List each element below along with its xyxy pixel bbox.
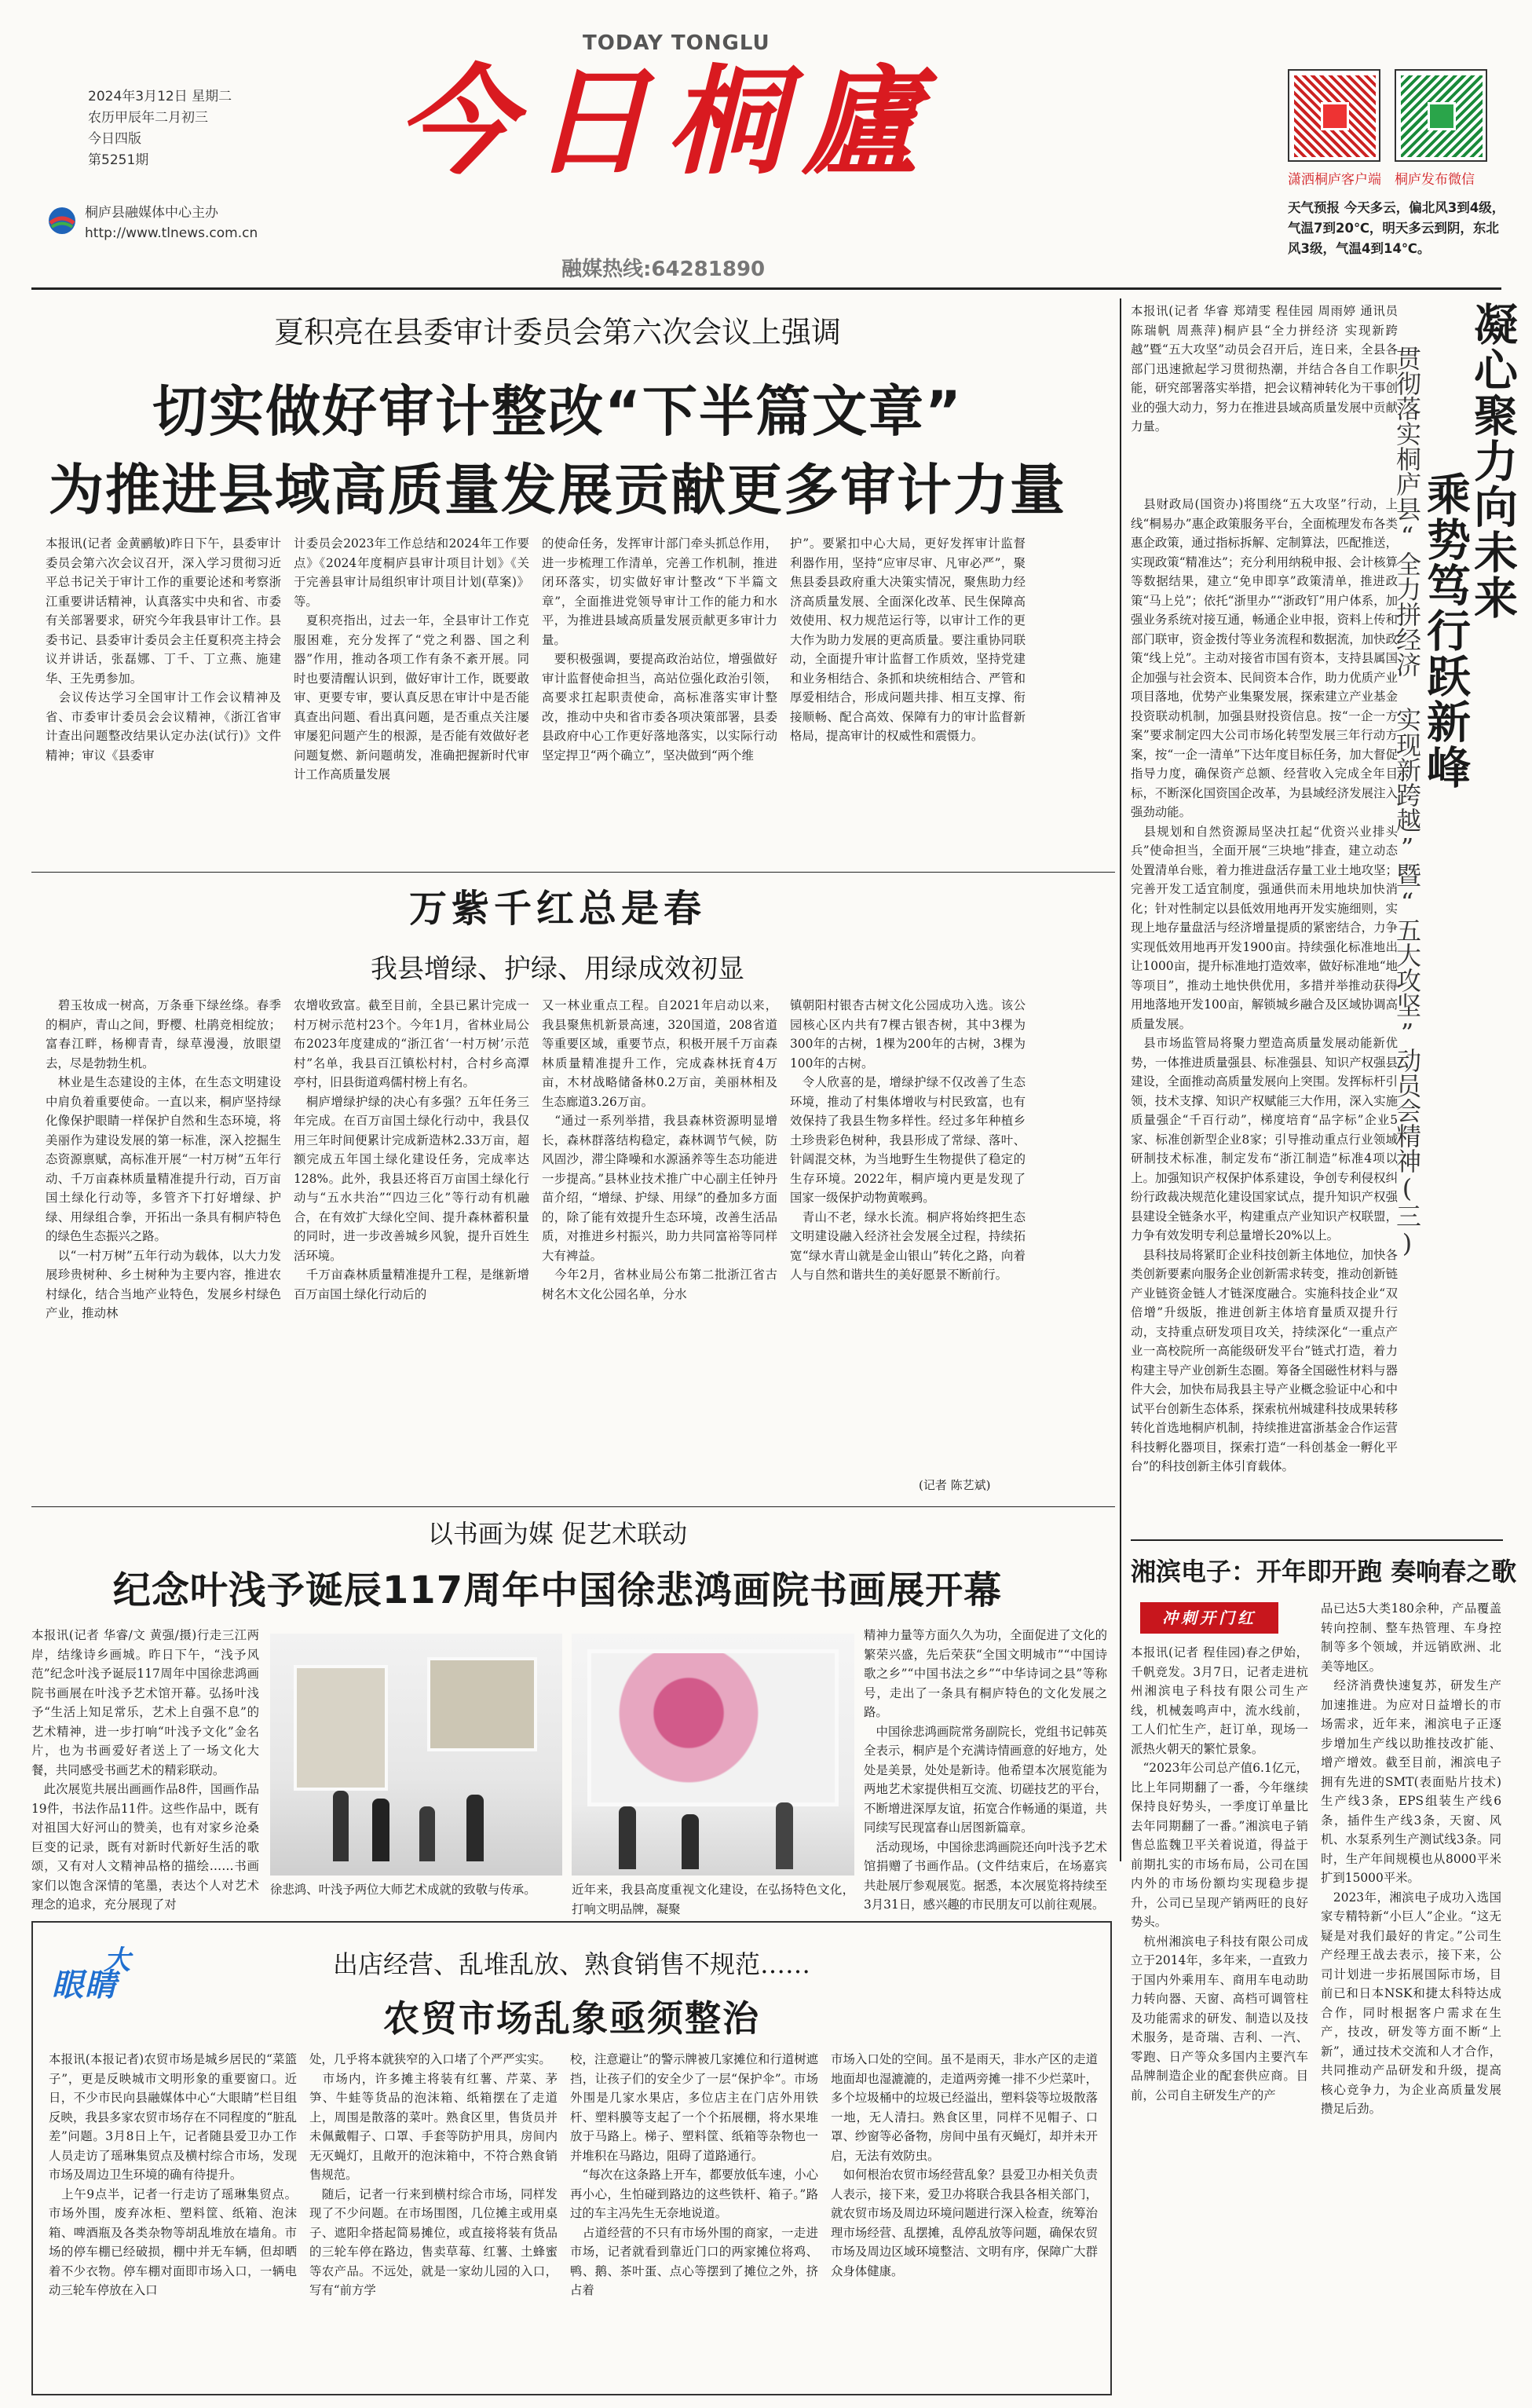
qr2-label: 桐庐发布微信 <box>1395 172 1475 188</box>
article3-left-text: 本报讯(记者 华睿/文 黄强/摄)行走三江两岸，结缘诗乡画城。昨日下午，“浅予风范”纪念叶浅予诞辰117周年中国徐悲鸿画院书画展在叶浅予艺术馆开幕。弘扬叶浅予“生活上知足常乐，艺术上自强不息”的艺术精神，进一步打响“叶浅予文化”金名片，也为书画爱好者送上了一场文化大餐，共同感受书画艺术的精彩联动。 此次展览共展出画画作品8件，国画作品19件，书法作品11件。这些作品中，既有对祖国大好河山的赞美，也有对家乡沧桑巨变的记录，既有对新时代新好生活的歌颂，又有对人文精神品格的描绘……书画家们以饱含深情的笔墨，表达个人对艺术理念的追求，充分展现了对 <box>31 1628 259 1912</box>
lead-headline-2: 为推进县域高质量发展贡献更多审计力量 <box>49 458 1066 522</box>
article3-caption-right: 近年来，我县高度重视文化建设，在弘扬特色文化，打响文明品牌，凝聚 <box>572 1883 854 1916</box>
article4-column-4: 市场入口处的空间。虽不是雨天，非水产区的走道地面却也湿漉漉的，走道两旁摊一排不少烂菜叶，多个垃圾桶中的垃圾已经溢出，塑料袋等垃圾散落一地，无人清扫。熟食区里，同样不见帽子、口罩、纱窗等必备物，房间中虽有灭蝇灯，却并未开启，无法有效防虫。 如何根治农贸市场经营乱象？县爱卫办相关负责人表示，接下来，爱卫办将联合我县各相关部门，就农贸市场及周边环境问题进行深入检查，统筹治理市场经营、乱摆摊，乱停乱放等问题，确保农贸市场及周边区域环境整洁、文明有序，保障广大群众身体健康。 <box>831 2052 1098 2278</box>
article4-kicker: 出店经营、乱堆乱放、熟食销售不规范…… <box>332 1949 810 1979</box>
masthead-divider <box>31 287 1501 290</box>
side-vertical-headline-1: 凝心聚力向未来 <box>1467 302 1518 620</box>
publisher-info <box>85 203 258 243</box>
weather-forecast: 天气预报 今天多云，偏北风3到4级，气温7到20℃，明天多云到阴，东北风3级，气温4到14℃。 <box>1288 200 1505 256</box>
article3-kicker: 以书画为媒 促艺术联动 <box>427 1519 688 1549</box>
issue-number: 第5251期 <box>88 152 149 168</box>
big-eye-logo-bottom: 眼睛 <box>52 1967 118 2004</box>
article4-column-1: 本报讯(本报记者)农贸市场是城乡居民的“菜篮子”，更是反映城市文明形象的重要窗口。近日，不少市民向县融媒体中心“大眼睛”栏目组反映，我县多家农贸市场存在不同程度的“脏乱差”问题。3月8日上午，记者随县爱卫办工作人员走访了瑶琳集贸点及横村综合市场，发现市场及周边卫生环境的确有待提升。 上午9点半，记者一行走访了瑶琳集贸点。市场外围，废弃冰柜、塑料筐、纸箱、泡沫箱、啤酒瓶及各类杂物等胡乱堆放在墙角。市场的停车棚已经破损，棚中并无车辆，但却晒着不少衣物。停车棚对面即市场入口，一辆电动三轮车停放在入口 <box>49 2052 297 2297</box>
side-lead-body: 县财政局(国资办)将围绕“五大攻坚”行动，上线“桐易办”惠企政策服务平台，全面梳理发布各类惠企政策，通过指标拆解、定制算法，匹配推送，实现政策“精准达”；充分利用纳税申报、会计核算等数据结果，建立“免申即享”政策清单，推进政策“马上兑”；依托“浙里办”“浙政钉”用户体系，加强业务系统对接互通，畅通企业申报，资料上传和部门联审，资金拨付等业务流程和数据流，加快政策“线上兑”。主动对接省市国有资本，支持县属国企加强与社会资本、民间资本合作，助力优质产业项目落地，优势产业集聚发展，探索建立产业基金投资联动机制，加强县财投资信息。按“一企一方案”要求制定四大公司市场化转型发展三年行动方案，按“一企一清单”下达年度目标任务，加大督促指导力度，确保资产总额、经营收入完成全年目标，不断深化国资国企改革，为县域经济发展注入强劲动能。 县规划和自然资源局坚决扛起“优资兴业排头兵”使命担当，全面开展“三块地”排查，建立动态处置清单台账，着力推进盘活存量工业土地攻坚；完善开发工适宜制度，强通供而未用地块加快消化；针对性制定以县低效用地再开发实施细则，实现上地存量盘活与经济增量提质的紧密结合，力争实现低效用地再开发1900亩。持续强化标准地出让1000亩，提升标准地打造效率，做好标准地“地等项目”，推动土地快供优用，多措并举推动获得用地落地开发100亩，解锁城乡融合及区域协调高质量发展。 县市场监管局将聚力塑造高质量发展动能新优势，一体推进质量强县、标准强县、知识产权强县建设，全面推动高质量发展向上突围。发挥标杆引领，技术支撑、知识产权赋能三大作用，深入实施质量强企“千百行动”，梯度培育“品字标”企业5家、标准创新型企业8家；引导推动重点行业领域研制技术标准，制定发布“浙江制造”标准4项以上。加强知识产权保护体系建设，争创专利侵权纠纷行政裁决规范化建设国家试点，提升知识产权强县建设全链条水平，构建重点产业知识产权联盟，力争有效发明专利总量增长20%以上。 县科技局将紧盯企业科技创新主体地位，加快各类创新要素向服务企业创新需求转变，推动创新链产业链资金链人才链深度融合。实施科技企业“双倍增”升级版，推进创新主体培育量质双提升行动，支持重点研发项目攻关，持续深化“一重点产业一高校院所一高能级研发平台”链式打造，着力构建主导产业创新生态圈。筹备全国磁性材料与器件大会，加快布局我县主导产业概念验证中心和中试平台创新生态体系，探索杭州城建科技成果转移转化首选地桐庐机制，持续推进富浙基金合作运营科技孵化器项目，探索打造“一科创基金一孵化平台”的科技创新主体引育载体。 <box>1131 497 1398 1473</box>
right-column-divider <box>1120 298 1121 1861</box>
masthead-hotline: 融媒热线:64281890 <box>561 258 766 281</box>
client-app-qr-code <box>1288 69 1380 162</box>
issue-info <box>88 86 232 171</box>
article2-byline: (记者 陈艺斌) <box>919 1478 991 1492</box>
article2-column-2: 农增收致富。截至目前，全县已累计完成一村万树示范村23个。今年1月，省林业局公布2023年度建成的“浙江省‘一村万树’示范村”名单，我县百江镇松村村，合村乡高潭亭村，旧县街道鸡儒村榜上有名。 桐庐增绿护绿的决心有多强？五年任务三年完成。在百万亩国土绿化行动中，我县仅用三年时间便累计完成新造林2.33万亩，超额完成五年国土绿化建设任务，完成率达128%。此外，我县还将百万亩国土绿化行动与“五水共治”“四边三化”等行动有机融合，在有效扩大绿化空间、提升森林蓄积量的同时，进一步改善城乡风貌，提升百姓生活环境。 千万亩森林质量精准提升工程，是继新增百万亩国土绿化行动后的 <box>294 998 529 1301</box>
article2-column-1: 碧玉妆成一树高，万条垂下绿丝绦。春季的桐庐，青山之间，野樱、杜鹃竞相绽放；富春江畔，杨柳青青，绿草漫漫，放眼望去，尽是勃勃生机。 林业是生态建设的主体，在生态文明建设中肩负着重要使命。一直以来，桐庐坚持绿化像保护眼睛一样保护自然和生态环境，将美丽作为建设发展的第一标准，深入挖掘生态资源禀赋，高标准开展“一村万树”五年行动、千万亩森林质量精准提升行动，百万亩国土绿化行动等，多管齐下打好增绿、护绿、用绿组合拳，开拓出一条具有桐庐特色的绿色生态振兴之路。 以“一村万树”五年行动为载体，以大力发展珍贵树种、乡土树种为主要内容，推进农村绿化，结合当地产业特色，发展乡村绿色产业，推动林 <box>46 998 281 1320</box>
article5-column-2: 品已达5大类180余种，产品覆盖转向控制、整车热管理、车身控制等多个领域，并远销欧洲、北美等地区。 经济消费快速复苏，研发生产加速推进。为应对日益增长的市场需求，近年来，湘滨电子正逐步增加生产线以助推技改扩能、增产增效。截至目前，湘滨电子拥有先进的SMT(表面贴片技术)生产线3条，EPS组装生产线6条，插件生产线3条，天窗、风机、水泵系列生产测试线3条。同时，生产年间规模也从8000平米扩到15000平米。 2023年，湘滨电子成功入选国家专精特新“小巨人”企业。“这无疑是对我们最好的肯定。”公司生产经理王战去表示，接下来，公司计划进一步拓展国际市场，目前已和日本NSK和捷太科特达成合作，同时根据客户需求在生产，技改，研发等方面不断“上新”，通过技术交流和人才合作，共同推动产品研发和升级，提高核心竞争力，为企业高质量发展攒足后劲。 <box>1321 1601 1501 2116</box>
lead-headline-1: 切实做好审计整改“下半篇文章” <box>152 379 963 444</box>
article4-column-2: 处，几乎将本就狭窄的入口堵了个严严实实。 市场内，许多摊主将装有红薯、芹菜、茅笋、牛蛙等货品的泡沫箱、纸箱摆在了走道上，周围是散落的菜叶。熟食区里，售货员并未佩戴帽子、口罩、手套等防护用具，房间内无灭蝇灯，且敞开的泡沫箱中，不符合熟食销售规范。 随后，记者一行来到横村综合市场，同样发现了不少问题。在市场围图，几位摊主或用桌子、遮阳伞搭起简易摊位，或直接将装有货品的三轮车停在路边，售卖草莓、红薯、土蜂蜜等农产品。不远处，就是一家幼儿园的入口，写有“前方学 <box>309 2052 558 2297</box>
lunar-date: 农历甲辰年二月初三 <box>88 110 208 126</box>
article3-right-text: 精神力量等方面久久为功，全面促进了文化的繁荣兴盛，先后荣获“全国文明城市”“中国诗歌之乡”“中国书法之乡”“中华诗词之县”等称号，走出了一条具有桐庐特色的文化发展之路。 中国徐悲鸿画院常务副院长，党组书记韩英全表示，桐庐是个充满诗情画意的好地方，处处是美景，处处是新诗。他希望本次展览能为两地艺术家提供相互交流、切磋技艺的平台，不断增进深厚友谊，拓宽合作畅通的渠道，共同续写民现富春山居图新篇章。 活动现场，中国徐悲鸿画院还向叶浅予艺术馆捐赠了书画作品。(文件结束后，在场嘉宾共赴展厅参观展览。据悉，本次展览将持续至3月31日，感兴趣的市民朋友可以前往观展。 <box>864 1628 1107 1912</box>
side-vertical-headline-2: 乘势笃行跃新峰 <box>1420 471 1471 790</box>
publisher-logo-icon <box>47 206 77 236</box>
article3-caption-left: 徐悲鸿、叶浅予两位大师艺术成就的致敬与传承。 <box>270 1883 536 1897</box>
article3-top-rule <box>31 1506 1115 1507</box>
lead-column-4: 护”。要紧扣中心大局，更好发挥审计监督利器作用，坚持“应审尽审、凡审必严”，聚焦县委县政府重大决策实情况，聚焦助力经济高质量发展、全面深化改革、民生保障高效使用、权力规范运行等，以审计工作的更大作为助力发展的更高质量。要注重协同联动，全面提升审计监督工作质效，坚持党建和业务相结合、条抓和块统相结合、严管和厚爱相结合，形成问题共排、相互支撑、衔接顺畅、配合高效、保障有力的审计监督新格局，提高审计的权威性和震慑力。 <box>790 536 1026 743</box>
side-lead-intro: 本报讯(记者 华睿 郑靖雯 程佳园 周雨婷 通讯员 陈瑞帆 周燕萍)桐庐县“全力拼经济 实现新跨越”暨“五大攻坚”动员会召开后，连日来，全县各部门迅速掀起学习贯彻热潮，并结合各自工作职能，研究部署落实举措，把会议精神转化为干事创业的强大动力，努力在推进县域高质量发展中贡献力量。 <box>1131 304 1402 434</box>
big-eye-logo-top: 大 <box>104 1945 130 1976</box>
masthead-title: 今日桐廬 <box>397 53 938 191</box>
article2-column-4: 镇朝阳村银杏古树文化公园成功入选。该公园核心区内共有7棵古银杏树，其中3棵为300年的古树，1棵为200年的古树，3棵为100年的古树。 令人欣喜的是，增绿护绿不仅改善了生态环境，推动了村集体增收与村民致富，也有效保持了我县生物多样性。经过多年种植乡土珍贵彩色树种，我县形成了常绿、落叶、针阔混交林，为当地野生生物提供了稳定的生存环境。2022年，桐庐境内更是发现了国家一级保护动物黄喉鹀。 青山不老，绿水长流。桐庐将始终把生态文明建设融入经济社会发展全过程，持续拓宽“绿水青山就是金山银山”转化之路，向着人与自然和谐共生的美好愿景不断前行。 <box>790 998 1026 1282</box>
pages-count: 今日四版 <box>88 131 141 147</box>
article2-top-rule <box>31 872 1115 873</box>
website-link[interactable]: http://www.tlnews.com.cn <box>85 225 258 241</box>
lead-column-1: 本报讯(记者 金黄鹂敏)昨日下午，县委审计委员会第六次会议召开，深入学习贯彻习近平总书记关于审计工作的重要论述和考察浙江重要讲话精神，认真落实中央和省、市委有关部署要求，研究今年我县审计工作。县委书记、县委审计委员会主任夏积亮主持会议并讲话，张磊娜、丁千、丁立燕、施建华、王先勇参加。 会议传达学习全国审计工作会议精神及省、市委审计委员会会议精神，《浙江省审计查出问题整改结果认定办法(试行)》文件精神；审议《县委审 <box>46 536 281 763</box>
date-line: 2024年3月12日 星期二 <box>88 89 232 104</box>
article2-headline: 万紫千红总是春 <box>408 887 706 931</box>
publisher-name: 桐庐县融媒体中心主办 <box>85 205 218 221</box>
masthead-english-title: TODAY TONGLU <box>583 31 770 55</box>
lead-column-3: 的使命任务，发挥审计部门牵头抓总作用，进一步梳理工作清单，完善工作机制，推进闭环落实，切实做好审计整改“下半篇文章”，全面推进党领导审计工作的能力和水平，为推进县域高质量发展贡献更多审计力量。 要积极强调，要提高政治站位，增强做好审计监督使命担当，高站位强化政治引领，高要求扛起职责使命，高标准落实审计整改，推动中央和省市委各项决策部署，县委县政府中心工作更好落地落实，以实际行动坚定捍卫“两个确立”，坚决做到“两个维 <box>542 536 777 763</box>
article5-headline: 湘滨电子：开年即开跑 奏响春之歌 <box>1131 1557 1517 1586</box>
lead-column-2: 计委员会2023年工作总结和2024年工作要点》《2024年度桐庐县审计项目计划》《关于完善县审计局组织审计项目计划(草案)》等。 夏积亮指出，过去一年，全县审计工作克服困难，充分发挥了“党之利器、国之利器”作用，推动各项工作有条不紊开展。同时也要清醒认识到，做好审计工作，既要敢审、更要专审，要认真反思在审计中是否能真查出问题、看出真问题，是否重点关注屡审屡犯问题产生的根源，是否能有效做好老问题复燃、新问题萌发，准确把握新时代审计工作高质量发展 <box>294 536 529 781</box>
exhibition-photo-left <box>270 1634 562 1876</box>
article5-column-1: 本报讯(记者 程佳园)春之伊始，千帆竞发。3月7日，记者走进杭州湘滨电子科技有限公司生产线，机械轰鸣声中，流水线前，工人们忙生产，赶订单，现场一派热火朝天的繁忙景象。 “2023年公司总产值6.1亿元，比上年同期翻了一番，今年继续保持良好势头，一季度订单量比去年同期翻了一番。”湘滨电子销售总监魏卫平关着说道，得益于前期扎实的市场布局，公司在国内外的市场份额均实现稳步提升，公司已呈现产销两旺的良好势头。 杭州湘滨电子科技有限公司成立于2014年，多年来，一直致力于国内外乘用车、商用车电动助力转向器、天窗、高档可调管柱及功能需求的研发、制造以及技术服务，是奇瑞、吉利、一汽、零跑、日产等众多国内主要汽车品牌制造企业的配套供应商。目前，公司自主研发生产的产 <box>1131 1645 1308 2102</box>
article4-column-3: 校，注意避让”的警示牌被几家摊位和行道树遮挡，让孩子们的安全少了一层“保护伞”。市场外围是几家水果店，多位店主在门店外用铁杆、塑料膜等支起了一个个拓展棚，将水果堆放于马路上。梯子、塑料筐、纸箱等杂物也一并堆积在马路边，阻碍了道路通行。 “每次在这条路上开车，都要放低车速，小心再小心，生怕碰到路边的这些铁杆、箱子。”路过的车主冯先生无奈地说道。 占道经营的不只有市场外围的商家，一走进市场，记者就看到靠近门口的两家摊位将鸡、鸭、鹅、茶叶蛋、点心等摆到了摊位之外，挤占着 <box>570 2052 818 2297</box>
exhibition-photo-right <box>572 1634 854 1876</box>
article3-headline: 纪念叶浅予诞辰117周年中国徐悲鸿画院书画展开幕 <box>112 1568 1003 1612</box>
wechat-qr-code <box>1395 69 1487 162</box>
qr1-label: 潇洒桐庐客户端 <box>1288 172 1381 188</box>
lead-kicker: 夏积亮在县委审计委员会第六次会议上强调 <box>273 315 841 349</box>
article5-badge: 冲刺开门红 <box>1140 1602 1278 1634</box>
article2-column-3: 又一林业重点工程。自2021年启动以来，我县聚焦机新景高速，320国道，208省道等重要区域，重要节点，积极开展千万亩森林质量精准提升工作，完成森林抚育4万亩，木材战略储备林0.2万亩，美丽林相及生态廊道3.26万亩。 “通过一系列举措，我县森林资源明显增长，森林群落结构稳定，森林调节气候，防风固沙，滞尘降噪和水源涵养等生态功能进一步提高。”县林业技术推广中心副主任钟丹苗介绍，“增绿、护绿、用绿”的叠加多方面的，除了能有效提升生态环境，改善生活品质，对推进乡村振兴，助力共同富裕等同样大有裨益。 今年2月，省林业局公布第二批浙江省古树名木文化公园名单，分水 <box>542 998 777 1301</box>
article2-subhead: 我县增绿、护绿、用绿成效初显 <box>371 953 744 985</box>
article5-top-rule <box>1131 1539 1503 1541</box>
article4-headline: 农贸市场乱象亟须整治 <box>383 1997 760 2040</box>
side-vertical-subhead: 贯彻落实桐庐县“全力拼经济 实现新跨越”暨“五大攻坚”动员会精神(三) <box>1392 346 1422 1258</box>
